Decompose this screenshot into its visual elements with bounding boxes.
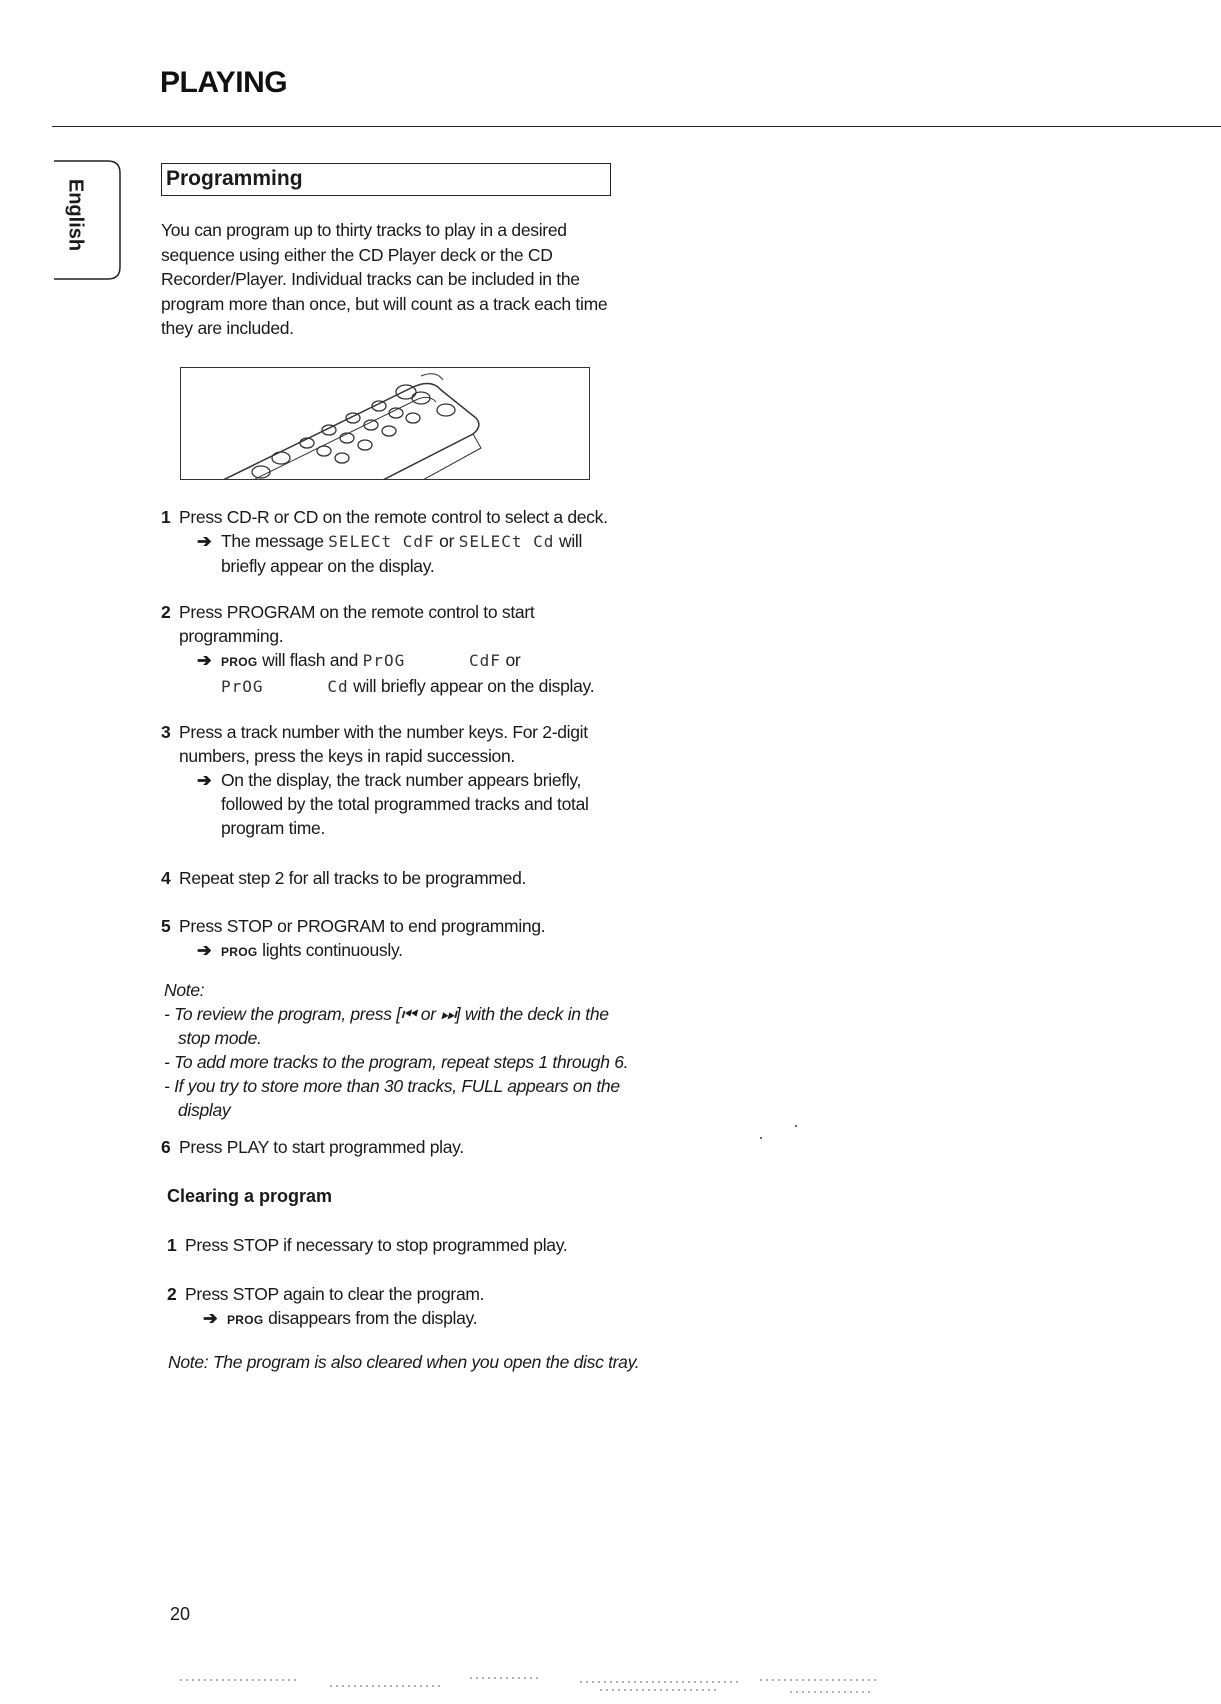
scan-speck — [760, 1137, 762, 1139]
step-2-result: ➔ PROG will flash and PrOG CdF or PrOG Cd will briefly appear on the display. — [197, 650, 595, 696]
note-item: - To add more tracks to the program, repeat steps 1 through 6. — [164, 1052, 629, 1072]
arrow-right-icon: ➔ — [197, 770, 212, 790]
step-5-block — [161, 914, 631, 964]
clearing-step-2-block — [167, 1282, 637, 1332]
clearing-step-2-result: ➔ PROG disappears from the display. — [203, 1308, 478, 1328]
step-1: 1 Press CD-R or CD on the remote control to select a deck. ➔ The message SELECt CdF or SELECt Cd will briefly appear on the display. — [161, 505, 631, 578]
step-4: 4 Repeat step 2 for all tracks to be programmed. — [161, 868, 527, 888]
step-3: 3 Press a track number with the number keys. For 2-digit numbers, press the keys in rapid succession. ➔ On the display, the track number appears briefly, followed by the total programmed tracks and total program time. — [161, 720, 631, 840]
arrow-right-icon: ➔ — [197, 531, 212, 551]
step-5-result: ➔ PROG lights continuously. — [197, 940, 403, 960]
page-number: 20 — [170, 1604, 191, 1624]
display-text: PrOG Cd — [221, 677, 349, 696]
section-title: Programming — [166, 167, 303, 190]
note-block — [164, 978, 634, 1122]
page-title: PLAYING — [160, 66, 288, 99]
step-5: 5 Press STOP or PROGRAM to end programming. ➔ PROG lights continuously. — [161, 914, 631, 964]
step-6-block — [161, 1135, 631, 1159]
step-3-block — [161, 720, 631, 840]
header-rule — [52, 126, 1221, 127]
step-6: 6 Press PLAY to start programmed play. — [161, 1137, 464, 1157]
prog-indicator: PROG — [227, 1313, 264, 1327]
arrow-right-icon: ➔ — [197, 940, 212, 960]
step-3-result: ➔ On the display, the track number appears briefly, followed by the total programmed tracks and total program time. — [197, 770, 589, 838]
prog-indicator: PROG — [221, 655, 258, 669]
clearing-note: Note: The program is also cleared when you open the disc tray. — [168, 1352, 640, 1372]
step-2: 2 Press PROGRAM on the remote control to start programming. ➔ PROG will flash and PrOG CdF or PrOG Cd will briefly appear on the display. — [161, 600, 631, 699]
display-text: SELECt CdF — [328, 532, 435, 551]
clearing-step-1: 1 Press STOP if necessary to stop programmed play. — [167, 1235, 568, 1255]
step-2-block — [161, 600, 631, 699]
arrow-right-icon: ➔ — [203, 1308, 218, 1328]
note-label: Note: — [164, 980, 205, 1000]
scan-noise — [180, 1672, 900, 1698]
remote-control-illustration — [180, 367, 590, 480]
clearing-step-2: 2 Press STOP again to clear the program. ➔ PROG disappears from the display. — [167, 1282, 637, 1332]
clearing-heading: Clearing a program — [167, 1186, 333, 1206]
display-text: SELECt Cd — [458, 532, 555, 551]
note-item: - If you try to store more than 30 tracks, FULL appears on the display — [164, 1076, 620, 1120]
step-1-result: ➔ The message SELECt CdF or SELECt Cd will briefly appear on the display. — [197, 531, 583, 576]
remote-control-drawing — [181, 368, 590, 480]
section-heading-box — [161, 163, 611, 196]
intro-paragraph: You can program up to thirty tracks to play in a desired sequence using either the CD Player deck or the CD Recorder/Player. Individual tracks can be included in the program more than once, but will count as a track each time they are included. — [161, 220, 608, 338]
step-4-block — [161, 866, 631, 890]
prog-indicator: PROG — [221, 945, 258, 959]
language-label: English — [64, 178, 87, 252]
programming-steps — [161, 505, 631, 578]
display-text: PrOG CdF — [362, 651, 501, 670]
arrow-right-icon: ➔ — [197, 650, 212, 670]
scan-speck — [795, 1125, 797, 1127]
note-item: - To review the program, press [⏮ or ⏭] with the deck in the stop mode. — [164, 1004, 609, 1048]
clearing-step-1-block — [167, 1233, 637, 1257]
